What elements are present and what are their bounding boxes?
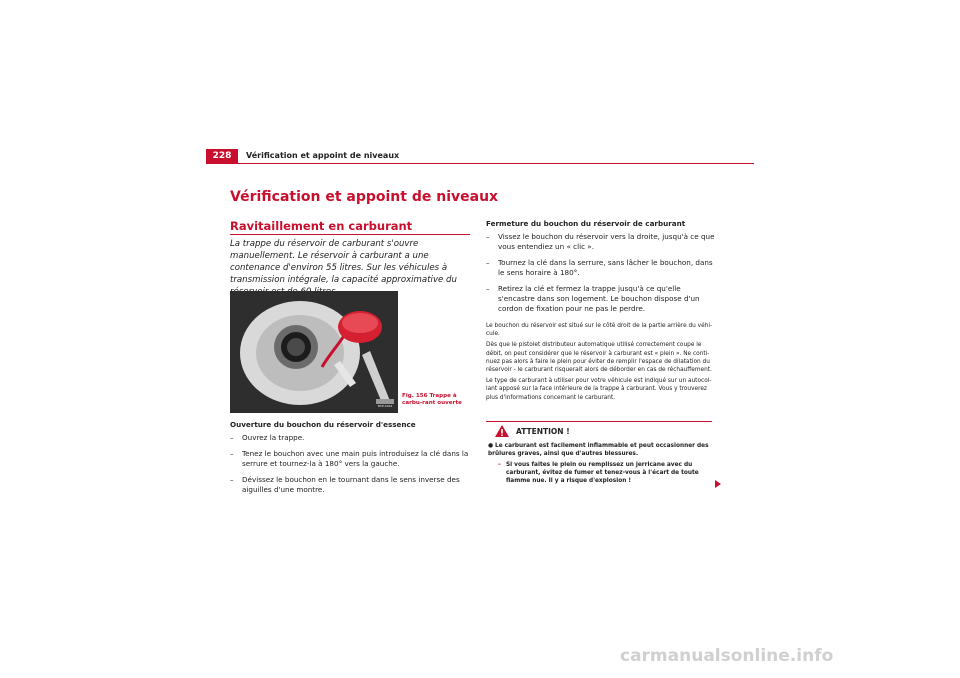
figure-caption: Fig. 156 Trappe à carbu-rant ouverte: [402, 393, 462, 406]
attention-sub: – Si vous faites le plein ou remplissez un jerricane avec du carburant, évitez de fumer et tenez-vous à l'écart de toute flamme nue. Il y a risque d'explosion !: [500, 461, 712, 485]
page-number: 228: [206, 149, 238, 163]
warning-icon: [494, 424, 510, 438]
list-item: – Dévissez le bouchon en le tournant dans le sens inverse des aiguilles d'une montre.: [230, 475, 472, 495]
bullet-icon: ●: [488, 443, 494, 449]
section-title: Ravitaillement en carburant: [230, 219, 413, 233]
fuel-flap-illustration: [230, 291, 398, 413]
list-item: – Vissez le bouchon du réservoir vers la droite, jusqu'à ce que vous entendiez un « clic ».: [486, 232, 716, 252]
opening-steps: [230, 433, 472, 495]
section-rule: [230, 234, 470, 235]
fuel-flap-photo: [230, 291, 398, 413]
closing-section: [486, 219, 716, 405]
opening-section: [230, 420, 472, 501]
header-rule: [206, 163, 754, 164]
list-item: – Tenez le bouchon avec une main puis introduisez la clé dans la serrure et tournez-la à 180° vers la gauche.: [230, 449, 472, 469]
opening-title: Ouverture du bouchon du réservoir d'essence: [230, 420, 416, 429]
attention-main-text: Le carburant est facilement inflammable et peut occasionner des brûlures graves, ainsi que d'autres blessures.: [488, 443, 709, 457]
body-paragraphs: [486, 322, 716, 402]
attention-main: [488, 442, 712, 458]
attention-header: [486, 422, 712, 440]
paragraph: Dès que le pistolet distributeur automatique utilisé correctement coupe le débit, on peut considérer que le réservoir à carburant est « plein ». Ne conti-nuez pas alors à faire le plein pour éviter de remplir l'espace de dilatation du réservoir - le carburant risquerait alors de déborder en cas de réchauffement.: [486, 342, 712, 374]
running-header: Vérification et appoint de niveaux: [246, 151, 400, 160]
figure-code: B5P-0442: [378, 404, 393, 408]
list-item: – Retirez la clé et fermez la trappe jusqu'à ce qu'elle s'encastre dans son logement. Le bouchon dispose d'un cordon de fixation pour ne pas le perdre.: [486, 284, 716, 314]
continue-arrow-icon: [714, 480, 722, 488]
paragraph: Le type de carburant à utiliser pour votre véhicule est indiqué sur un autocol-lant apposé sur la face intérieure de la trappe à carburant. Vous y trouverez plus d'informations concernant le carburant.: [486, 378, 712, 401]
watermark: carmanualsonline.info: [620, 646, 834, 666]
main-title: Vérification et appoint de niveaux: [230, 189, 499, 205]
list-item: – Tournez la clé dans la serrure, sans lâcher le bouchon, dans le sens horaire à 180°.: [486, 258, 716, 278]
closing-steps: [486, 232, 716, 314]
closing-title: Fermeture du bouchon du réservoir de carburant: [486, 219, 686, 228]
paragraph: Le bouchon du réservoir est situé sur le côté droit de la partie arrière du véhi-cule.: [486, 323, 713, 338]
attention-box: [486, 421, 712, 490]
intro-text: La trappe du réservoir de carburant s'ouvre manuellement. Le réservoir à carburant a une contenance d'environ 55 litres. Sur les véhicules à transmission intégrale, la capacité approximative du: [230, 239, 457, 285]
list-item: – Ouvrez la trappe.: [230, 433, 472, 443]
attention-label: ATTENTION !: [516, 426, 570, 436]
